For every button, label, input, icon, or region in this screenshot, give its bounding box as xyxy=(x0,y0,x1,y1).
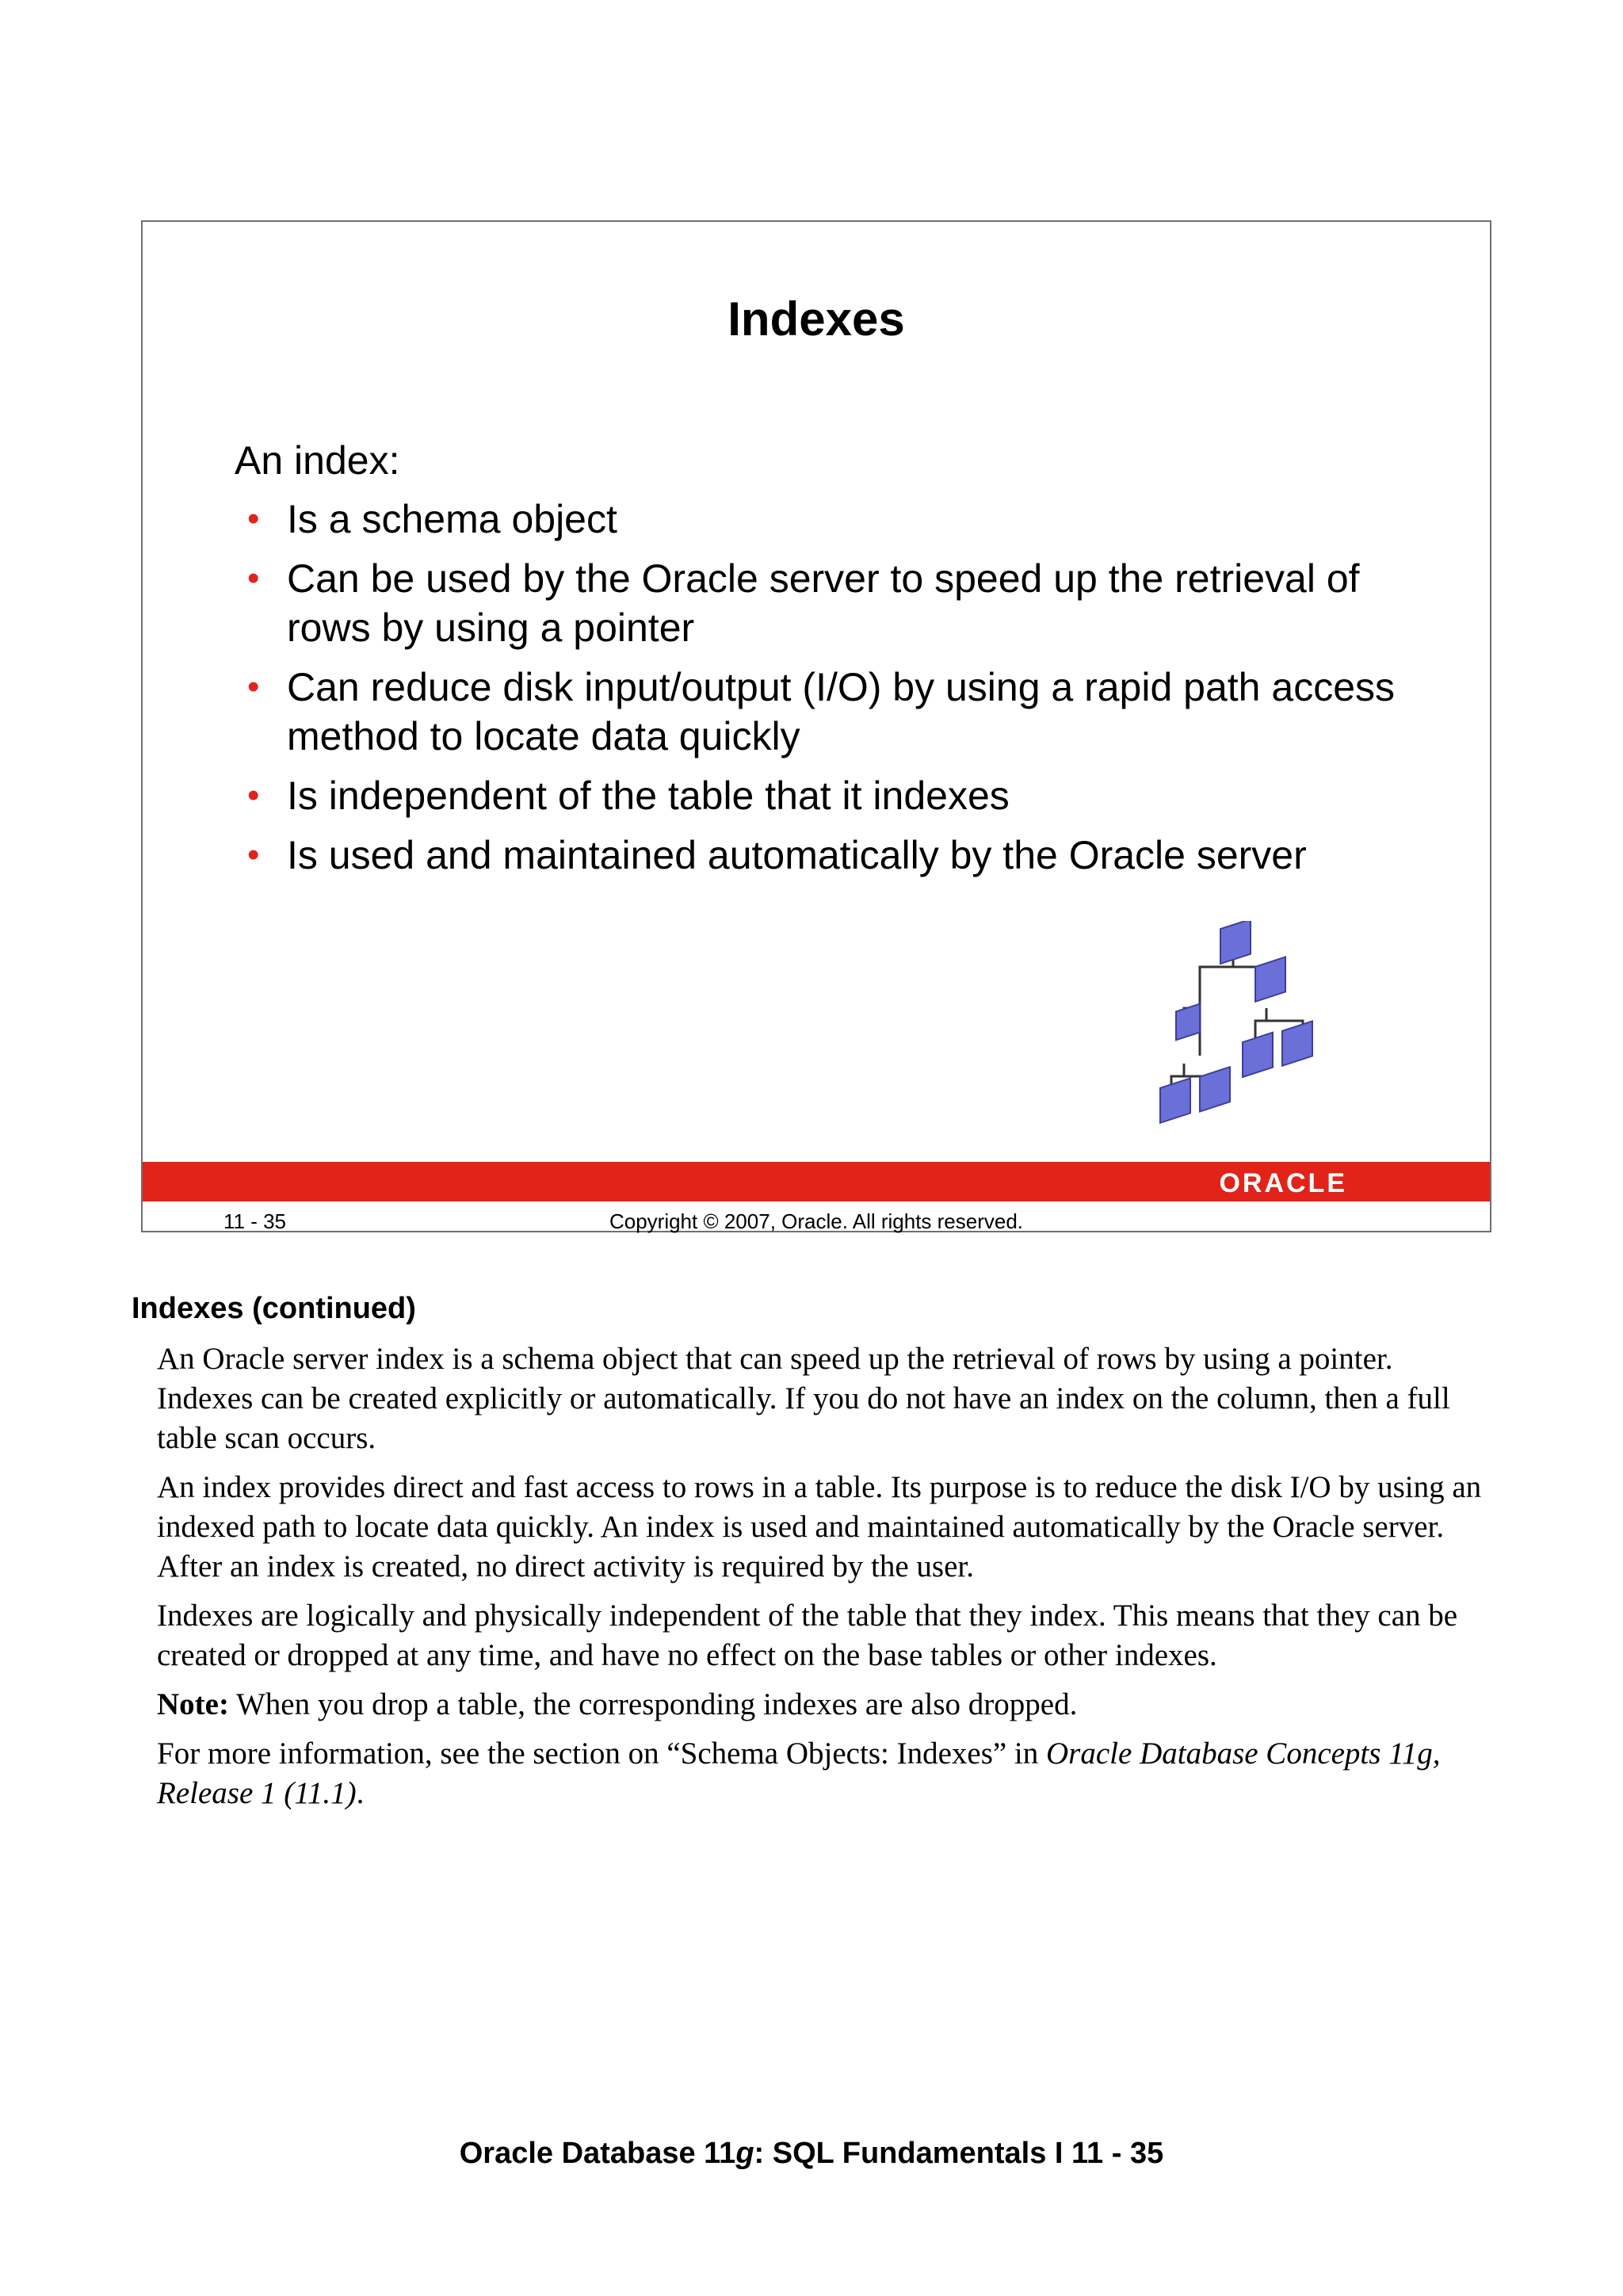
bullet-text: Is a schema object xyxy=(287,497,617,541)
footer-prefix: Oracle Database 11 xyxy=(459,2137,736,2170)
note-label: Note: xyxy=(157,1687,229,1721)
footer-suffix: : SQL Fundamentals I 11 - 35 xyxy=(754,2137,1164,2170)
bullet-item xyxy=(247,771,1396,820)
bullet-text: Is used and maintained automatically by the Oracle server xyxy=(287,833,1307,877)
more-info-title: Oracle Database Concepts 11g, Release 1 (11.1) xyxy=(157,1736,1441,1810)
bullet-icon: • xyxy=(247,776,260,815)
notes-paragraph: An Oracle server index is a schema object that can speed up the retrieval of rows by using a pointer. Indexes can be created explicitly or automatically. If you do not have an index on the column, then a full table scan occurs. xyxy=(157,1342,1450,1455)
notes-body xyxy=(157,1339,1496,1823)
slide-title: Indexes xyxy=(727,292,905,346)
bullet-icon: • xyxy=(247,667,260,706)
bullet-icon: • xyxy=(247,835,260,874)
oracle-logo: ORACLE xyxy=(1219,1168,1347,1198)
bullet-text: Can reduce disk input/output (I/O) by using a rapid path access method to locate data quickly xyxy=(287,665,1395,758)
notes-heading: Indexes (continued) xyxy=(132,1292,416,1325)
bullet-item xyxy=(247,831,1396,880)
bullet-item xyxy=(247,495,1396,544)
bullet-text: Can be used by the Oracle server to speed up the retrieval of rows by using a pointer xyxy=(287,556,1360,650)
bullet-text: Is independent of the table that it indexes xyxy=(287,774,1010,818)
bullet-list xyxy=(247,495,1396,890)
slide-intro: An index: xyxy=(235,438,400,483)
footer-g: g xyxy=(735,2137,754,2170)
notes-paragraph: An index provides direct and fast access to rows in a table. Its purpose is to reduce the disk I/O by using an indexed path to locate data quickly. An index is used and maintained automatically by the Oracle server. After an index is created, no direct activity is required by the user. xyxy=(157,1470,1482,1584)
more-info-paragraph xyxy=(157,1734,1496,1813)
bullet-icon: • xyxy=(247,499,260,538)
slide-number: 11 - 35 xyxy=(223,1209,287,1233)
more-info-prefix: For more information, see the section on “Schema Objects: Indexes” in xyxy=(157,1736,1047,1771)
note-text: When you drop a table, the corresponding indexes are also dropped. xyxy=(228,1687,1078,1721)
slide-footer-bar xyxy=(143,1162,1490,1201)
bullet-item xyxy=(247,663,1396,761)
note-paragraph xyxy=(157,1685,1496,1725)
more-info-suffix: . xyxy=(356,1776,365,1810)
slide-frame xyxy=(141,220,1491,1232)
index-tree-icon xyxy=(1148,921,1331,1135)
notes-paragraph: Indexes are logically and physically independent of the table that they index. This means that they can be created or dropped at any time, and have no effect on the base tables or other indexes. xyxy=(157,1599,1458,1672)
bullet-icon: • xyxy=(247,559,260,598)
copyright: Copyright © 2007, Oracle. All rights reserved. xyxy=(609,1209,1024,1233)
bullet-item xyxy=(247,554,1396,652)
page-footer xyxy=(0,2137,1623,2171)
